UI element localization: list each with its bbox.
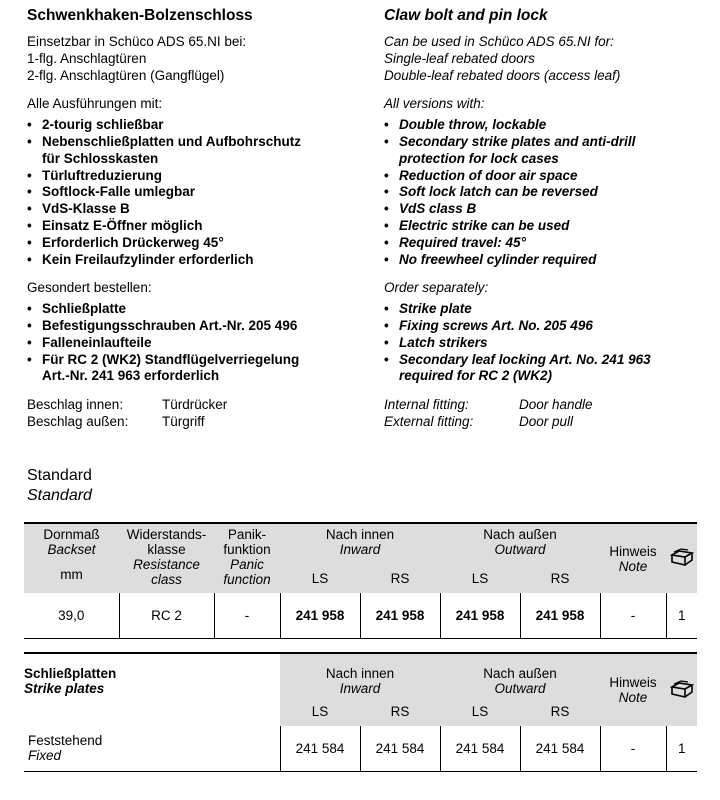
list-item: • Electric strike can be used (384, 218, 720, 235)
list-item: • Für RC 2 (WK2) Standflügelverriegelung (27, 352, 367, 369)
fittings-en: Internal fitting: Door handle External fitting: Door pull (384, 397, 593, 429)
header-in-rs: RS (390, 570, 410, 586)
header-inward: Nach innen Inward (325, 527, 395, 557)
list-item: • Falleneinlaufteile (27, 335, 367, 352)
list-item: • Nebenschließplatten und Aufbohrschutz (27, 134, 367, 151)
list-item: • Secondary leaf locking Art. No. 241 963 (384, 352, 720, 369)
lock-table (24, 522, 697, 639)
cell-in-rs: 241 958 (360, 593, 440, 638)
header-inward: Nach innen Inward (280, 653, 440, 696)
header-note: Hinweis Note (609, 543, 657, 574)
cell-note: - (600, 593, 666, 638)
cell-out-rs: 241 584 (520, 726, 600, 771)
list-item: • Befestigungsschrauben Art.-Nr. 205 496 (27, 318, 367, 335)
list-item: • Erforderlich Drückerweg 45° (27, 235, 367, 252)
strike-plates-title: Schließplatten Strike plates (24, 666, 117, 696)
header-resistance-en: Resistance class (133, 557, 200, 587)
list-item: protection for lock cases (399, 150, 559, 166)
header-out-rs: RS (550, 704, 570, 719)
header-outward: Nach außen Outward (440, 653, 600, 696)
order-list-en (384, 301, 720, 385)
cell-type: Feststehend Fixed (24, 726, 280, 771)
list-item: • VdS-Klasse B (27, 201, 367, 218)
table-row (24, 593, 697, 638)
cell-out-ls: 241 584 (440, 726, 520, 771)
list-item: • No freewheel cylinder required (384, 252, 720, 269)
table-row (24, 726, 697, 771)
list-item: • 2-tourig schließbar (27, 117, 367, 134)
english-column (384, 6, 720, 431)
header-note: Hinweis Note (600, 653, 666, 726)
header-backset-unit: mm (60, 566, 83, 582)
features-list-en (384, 117, 720, 268)
cell-backset: 39,0 (24, 593, 119, 638)
header-resistance: Widerstands- klasse (126, 527, 207, 557)
header-outward: Nach außen Outward (483, 527, 557, 557)
list-item: • Secondary strike plates and anti-drill (384, 134, 720, 151)
cell-class: RC 2 (119, 593, 214, 638)
cell-out-rs: 241 958 (520, 593, 600, 638)
list-item: • Strike plate (384, 301, 720, 318)
header-quantity (666, 523, 697, 593)
list-item: • Soft lock latch can be reversed (384, 184, 720, 201)
order-label-en: Order separately: (384, 280, 489, 296)
header-backset: Dornmaß Backset (43, 527, 100, 557)
header-out-rs: RS (550, 570, 570, 586)
list-item: • Latch strikers (384, 335, 720, 352)
package-icon (670, 679, 694, 699)
list-item: • Schließplatte (27, 301, 367, 318)
list-item: Art.-Nr. 241 963 erforderlich (42, 368, 220, 384)
order-label-de: Gesondert bestellen: (27, 280, 152, 296)
fittings-de: Beschlag innen: Türdrücker Beschlag außen: Türgriff (27, 397, 228, 429)
intro-en: Can be used in Schüco ADS 65.NI for: Single-leaf rebated doors Double-leaf rebated doors (access leaf) (384, 34, 621, 83)
cell-out-ls: 241 958 (440, 593, 520, 638)
intro-de: Einsetzbar in Schüco ADS 65.NI bei: 1-flg. Anschlagtüren 2-flg. Anschlagtüren (Gangflügel) (27, 34, 247, 83)
title-de: Schwenkhaken-Bolzenschloss (27, 7, 253, 24)
header-in-ls: LS (311, 704, 329, 719)
features-list-de (27, 117, 367, 268)
header-panic-en: Panic function (223, 557, 271, 587)
list-item: • Required travel: 45° (384, 235, 720, 252)
list-item: • VdS class B (384, 201, 720, 218)
features-label-de: Alle Ausführungen mit: (27, 96, 163, 112)
list-item: • Reduction of door air space (384, 168, 720, 185)
list-item: • Einsatz E-Öffner möglich (27, 218, 367, 235)
cell-note: - (600, 726, 666, 771)
cell-in-ls: 241 584 (280, 726, 360, 771)
list-item: • Türluftreduzierung (27, 168, 367, 185)
list-item: • Softlock-Falle umlegbar (27, 184, 367, 201)
cell-in-rs: 241 584 (360, 726, 440, 771)
header-out-ls: LS (471, 570, 489, 586)
title-en: Claw bolt and pin lock (384, 7, 548, 24)
cell-quantity: 1 (666, 726, 697, 771)
standard-heading: Standard Standard (27, 467, 92, 504)
list-item: • Kein Freilaufzylinder erforderlich (27, 252, 367, 269)
german-column (27, 6, 367, 431)
list-item: required for RC 2 (WK2) (399, 368, 553, 384)
strike-plates-table (24, 652, 697, 772)
order-list-de (27, 301, 367, 385)
header-out-ls: LS (471, 704, 489, 719)
package-icon (670, 547, 694, 567)
cell-in-ls: 241 958 (280, 593, 360, 638)
header-quantity (666, 653, 697, 726)
list-item: • Double throw, lockable (384, 117, 720, 134)
header-panic: Panik- funktion (223, 527, 271, 557)
header-in-rs: RS (390, 704, 410, 719)
list-item: für Schlosskasten (42, 150, 159, 166)
cell-quantity: 1 (666, 593, 697, 638)
header-in-ls: LS (311, 570, 329, 586)
cell-panic: - (214, 593, 280, 638)
list-item: • Fixing screws Art. No. 205 496 (384, 318, 720, 335)
features-label-en: All versions with: (384, 96, 485, 112)
